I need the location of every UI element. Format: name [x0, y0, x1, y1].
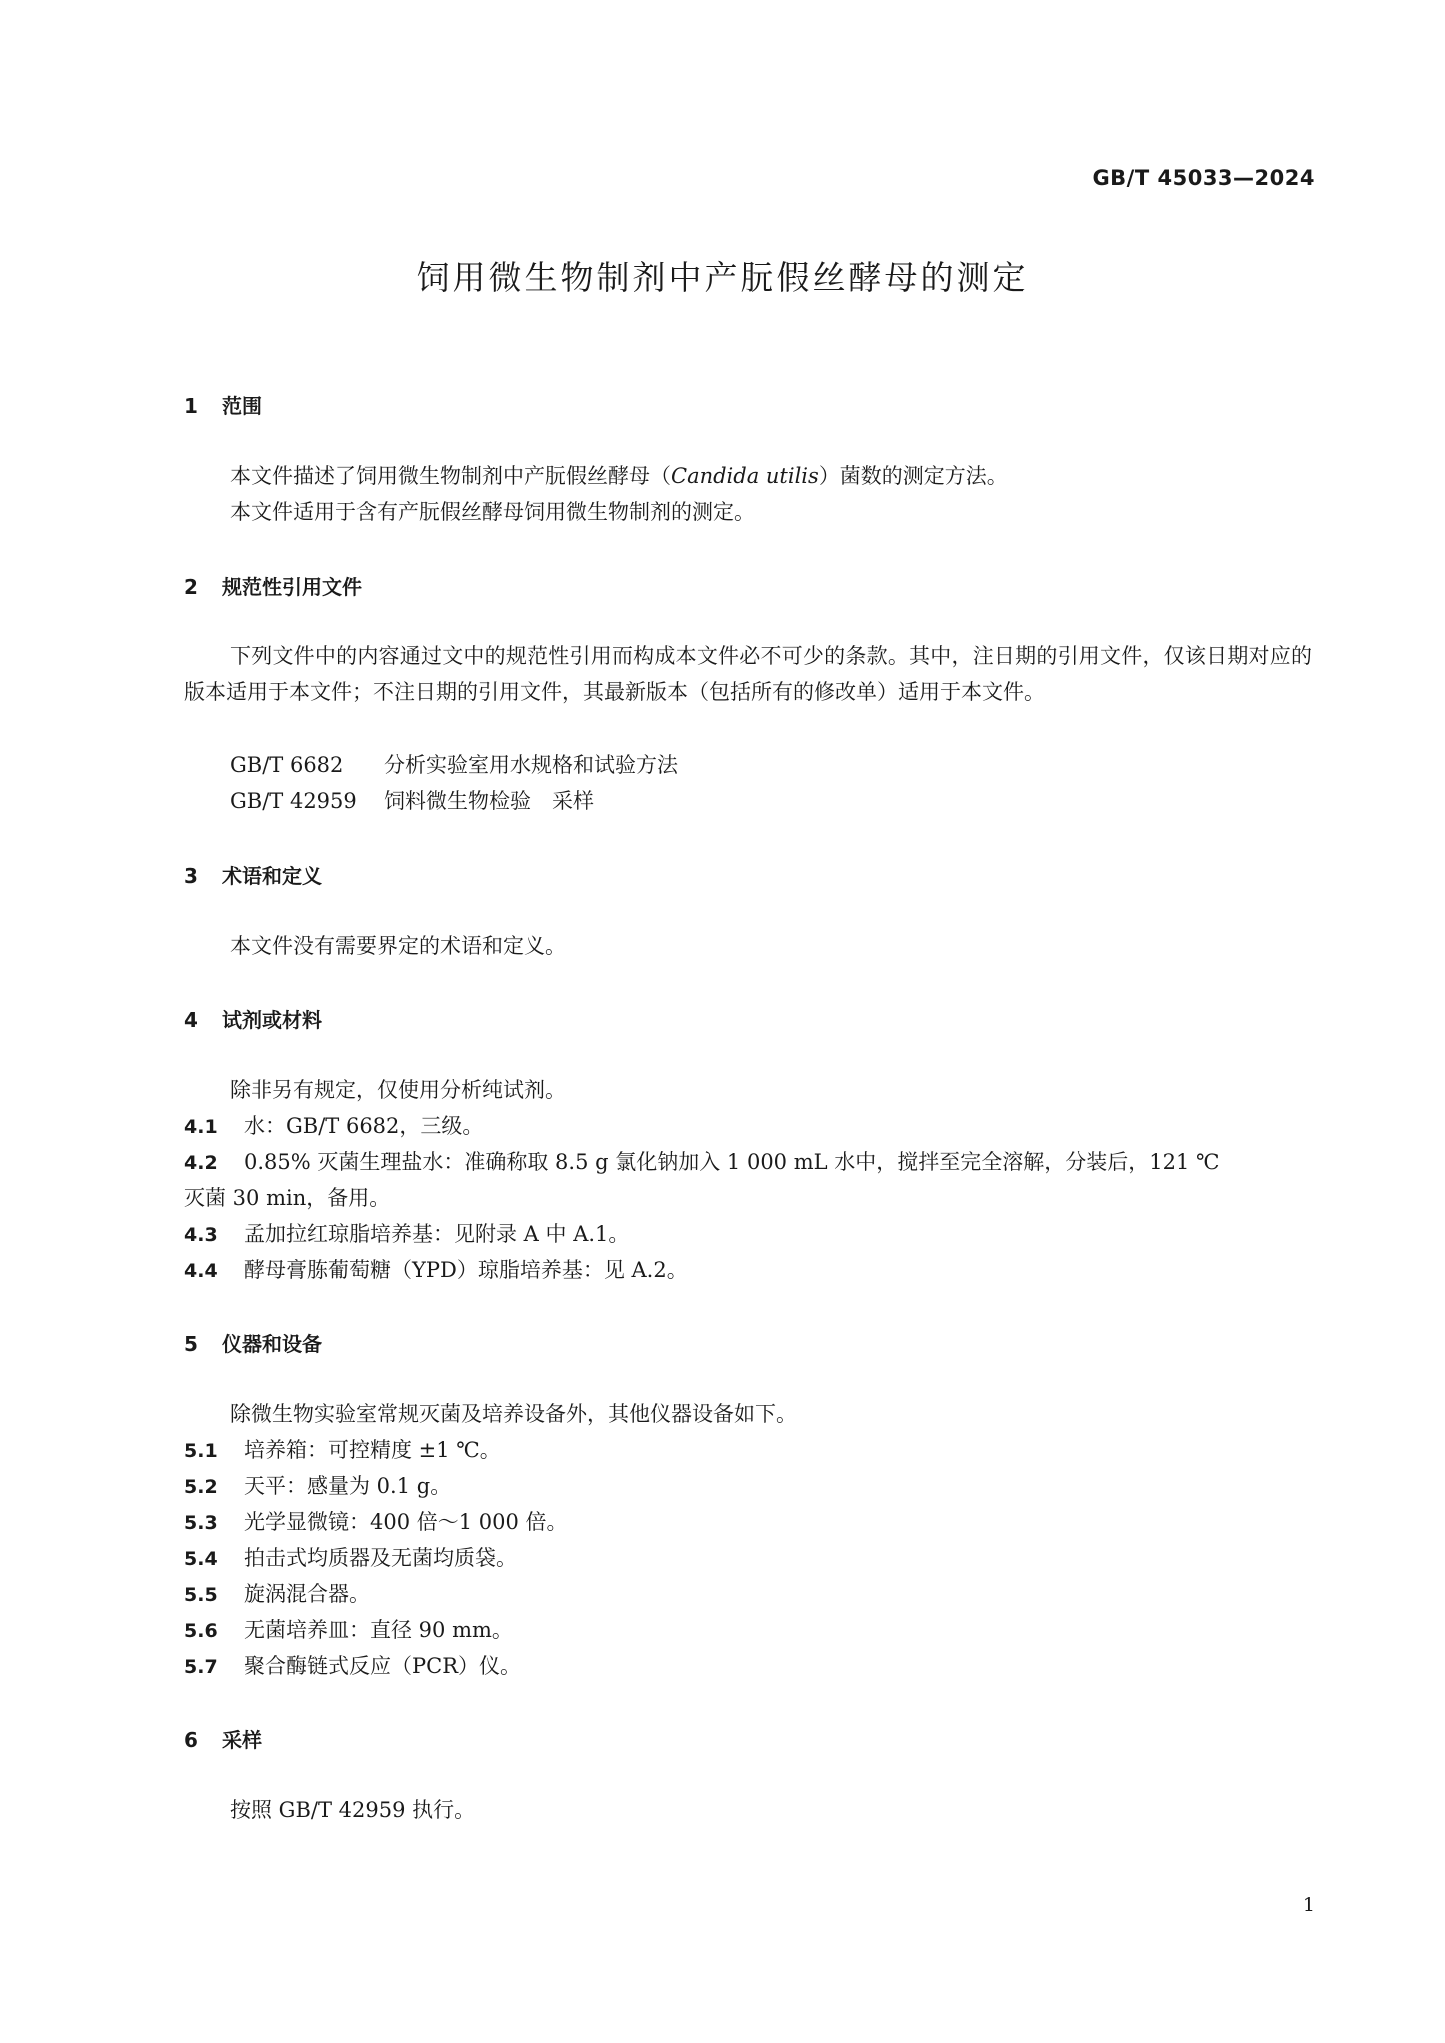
section-number: 4 — [184, 1008, 198, 1032]
section-number: 3 — [184, 864, 198, 888]
text-run: ）菌数的测定方法。 — [818, 464, 1008, 488]
section-number: 1 — [184, 394, 198, 418]
section-title: 规范性引用文件 — [222, 575, 362, 599]
reagent-item-continuation: 灭菌 30 min，备用。 — [184, 1186, 391, 1210]
apparatus-intro: 除微生物实验室常规灭菌及培养设备外，其他仪器设备如下。 — [230, 1402, 797, 1426]
section-title: 采样 — [222, 1728, 262, 1752]
item-number: 5.4 — [184, 1548, 218, 1570]
reagent-item — [184, 1216, 629, 1253]
item-number: 5.3 — [184, 1512, 218, 1534]
item-number: 4.1 — [184, 1116, 218, 1138]
reference-item — [230, 783, 594, 819]
terms-paragraph: 本文件没有需要界定的术语和定义。 — [230, 934, 566, 958]
scope-paragraph-2: 本文件适用于含有产朊假丝酵母饲用微生物制剂的测定。 — [230, 500, 755, 524]
item-number: 5.6 — [184, 1620, 218, 1642]
apparatus-item — [184, 1432, 501, 1469]
section-title: 术语和定义 — [222, 864, 322, 888]
section-number: 6 — [184, 1728, 198, 1752]
section-heading-2 — [184, 571, 362, 600]
section-title: 试剂或材料 — [222, 1008, 322, 1032]
apparatus-item — [184, 1612, 513, 1649]
reference-item — [230, 747, 678, 783]
section-heading-3 — [184, 860, 322, 889]
reagents-intro: 除非另有规定，仅使用分析纯试剂。 — [230, 1078, 566, 1102]
reference-title: 分析实验室用水规格和试验方法 — [384, 753, 678, 777]
section-title: 范围 — [222, 394, 262, 418]
section-number: 2 — [184, 575, 198, 599]
item-text: 培养箱：可控精度 ±1 ℃。 — [244, 1438, 501, 1462]
apparatus-item — [184, 1540, 517, 1577]
item-text: 拍击式均质器及无菌均质袋。 — [244, 1546, 517, 1570]
apparatus-item — [184, 1648, 521, 1685]
item-text: 聚合酶链式反应（PCR）仪。 — [244, 1654, 522, 1678]
item-text: 酵母膏胨葡萄糖（YPD）琼脂培养基：见 A.2。 — [244, 1258, 688, 1282]
section-heading-6 — [184, 1724, 262, 1753]
section-title: 仪器和设备 — [222, 1332, 322, 1356]
item-text: 天平：感量为 0.1 g。 — [244, 1474, 452, 1498]
document-title: 饲用微生物制剂中产朊假丝酵母的测定 — [416, 258, 1029, 297]
item-text: 光学显微镜：400 倍～1 000 倍。 — [244, 1510, 568, 1534]
reagent-item — [184, 1144, 1220, 1181]
item-number: 4.4 — [184, 1260, 218, 1282]
reference-code: GB/T 42959 — [230, 789, 357, 813]
item-text: 水：GB/T 6682，三级。 — [244, 1114, 484, 1138]
page-number: 1 — [1302, 1894, 1315, 1916]
reagent-item — [184, 1108, 483, 1145]
item-text: 旋涡混合器。 — [244, 1582, 370, 1606]
item-text: 孟加拉红琼脂培养基：见附录 A 中 A.1。 — [244, 1222, 630, 1246]
item-number: 5.7 — [184, 1656, 218, 1678]
reference-code: GB/T 6682 — [230, 753, 344, 777]
normative-references-paragraph: 下列文件中的内容通过文中的规范性引用而构成本文件必不可少的条款。其中，注日期的引用文件，仅该日期对应的版本适用于本文件；不注日期的引用文件，其最新版本（包括所有的修改单）适用于本文件。 — [184, 644, 1312, 704]
species-name: Candida utilis — [671, 464, 819, 488]
reagent-item — [184, 1252, 688, 1289]
item-text: 0.85% 灭菌生理盐水：准确称取 8.5 g 氯化钠加入 1 000 mL 水中，搅拌至完全溶解，分装后，121 ℃ — [244, 1150, 1220, 1174]
apparatus-item — [184, 1576, 370, 1613]
item-number: 5.5 — [184, 1584, 218, 1606]
item-number: 4.3 — [184, 1224, 218, 1246]
text-run: 本文件描述了饲用微生物制剂中产朊假丝酵母（ — [230, 464, 671, 488]
apparatus-item — [184, 1504, 568, 1541]
section-heading-1 — [184, 390, 262, 419]
item-number: 5.1 — [184, 1440, 218, 1462]
section-heading-5 — [184, 1328, 322, 1357]
section-heading-4 — [184, 1004, 322, 1033]
standard-code: GB/T 45033—2024 — [1092, 166, 1315, 190]
apparatus-item — [184, 1468, 451, 1505]
sampling-paragraph: 按照 GB/T 42959 执行。 — [230, 1798, 476, 1822]
item-number: 4.2 — [184, 1152, 218, 1174]
item-number: 5.2 — [184, 1476, 218, 1498]
reference-title: 饲料微生物检验 采样 — [384, 789, 594, 813]
section-number: 5 — [184, 1332, 198, 1356]
scope-paragraph-1 — [230, 458, 1008, 494]
item-text: 无菌培养皿：直径 90 mm。 — [244, 1618, 513, 1642]
